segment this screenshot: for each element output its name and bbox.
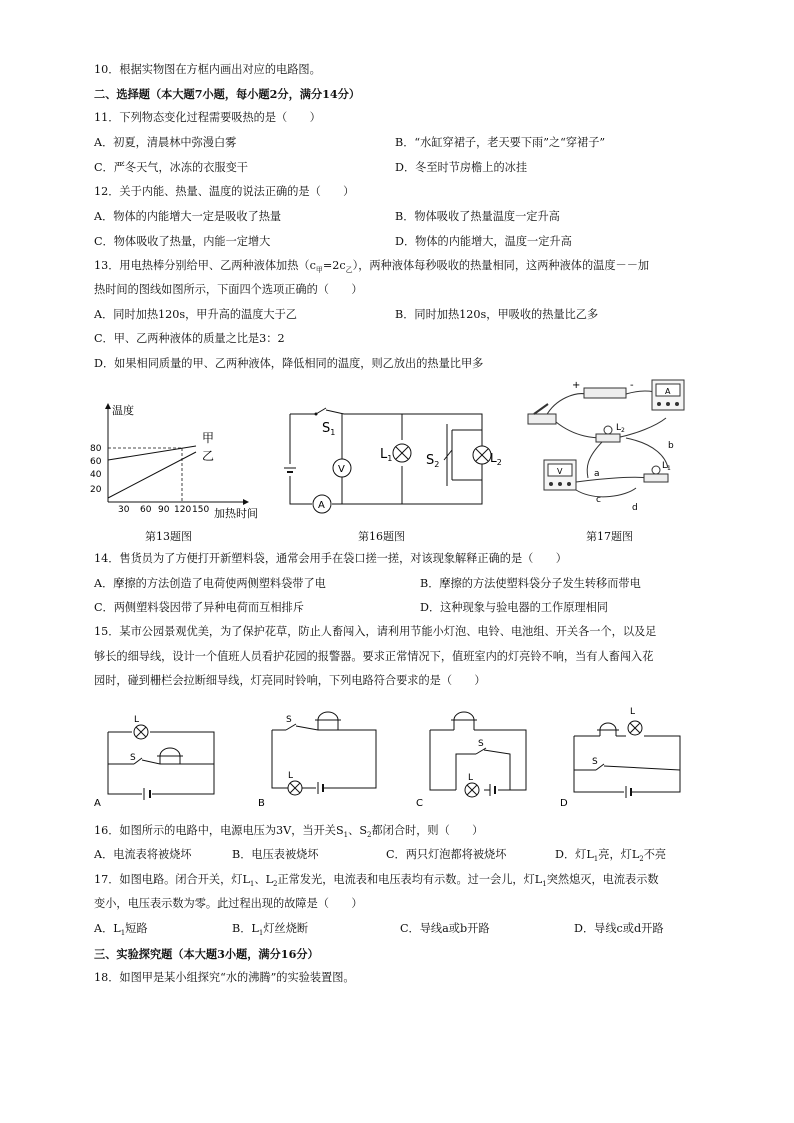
q17-option-c: C．导线a或b开路 [400, 922, 490, 935]
q16-option-c: C．两只灯泡都将被烧坏 [386, 848, 507, 861]
caption-fig16: 第16题图 [358, 530, 405, 543]
y-tick-80: 80 [90, 444, 102, 454]
q11-option-c: C．严冬天气，冰冻的衣服变干 [94, 161, 248, 174]
option-label-a: A [94, 798, 101, 809]
voltmeter-label: V [338, 464, 345, 475]
battery-box [572, 380, 634, 398]
q13-stem-line2: 热时间的图线如图所示，下面四个选项正确的（ ） [94, 283, 363, 296]
label-s2: $S_2$ [426, 453, 440, 469]
x-ticks [118, 505, 209, 515]
lamp-label: L [288, 771, 294, 781]
y-tick-40: 40 [90, 470, 102, 480]
label-jia: 甲 [202, 431, 215, 445]
y-ticks [90, 444, 102, 495]
switch-label: S [130, 753, 136, 763]
option-label-c: C [416, 798, 423, 809]
q17-option-a: A．$L_1$短路 [94, 922, 148, 938]
battery-plus: + [572, 380, 581, 391]
graph-x-label: 加热时间 [214, 507, 258, 520]
q11-stem: 11．下列物态变化过程需要吸热的是（ ） [94, 111, 321, 124]
lamp-label: L [468, 773, 474, 783]
wire-c-label: c [596, 495, 601, 505]
q17-option-b: B．$L_1$灯丝烧断 [232, 922, 309, 938]
line-jia [108, 446, 196, 460]
q14-option-a: A．摩擦的方法创造了电荷使两侧塑料袋带了电 [94, 577, 326, 590]
q16-option-d: D．灯$L_1$亮，灯$L_2$不亮 [555, 848, 667, 864]
fig17-physical-circuit [516, 378, 706, 518]
lamp-l1-holder [644, 461, 671, 482]
q15-stem-line2: 够长的细导线，设计一个值班人员看护花园的报警器。要求正常情况下，值班室内的灯亮铃不响，当有人畜闯入花 [94, 650, 654, 663]
label-l2: $L_2$ [616, 423, 625, 434]
ammeter-face-label: A [665, 387, 671, 396]
q12-option-a: A．物体的内能增大一定是吸收了热量 [94, 210, 282, 223]
q15-circuit-c [416, 708, 546, 808]
caption-fig17: 第17题图 [586, 530, 633, 543]
x-tick-30: 30 [118, 505, 130, 515]
q15-circuit-a [94, 708, 224, 808]
wire-b-label: b [668, 441, 674, 451]
q11-option-b: B．“水缸穿裙子，老天要下雨”之“穿裙子” [395, 136, 606, 149]
voltmeter-box [544, 460, 576, 490]
line-yi [108, 452, 196, 498]
x-tick-120: 120 [174, 505, 192, 515]
fig16-circuit [282, 404, 502, 522]
switch-label: S [592, 757, 598, 767]
q16-option-b: B．电压表被烧坏 [232, 848, 319, 861]
q15-stem-line3: 园时，碰到栅栏会拉断细导线，灯亮同时铃响，下列电路符合要求的是（ ） [94, 674, 486, 687]
q14-option-c: C．两侧塑料袋因带了异种电荷而互相排斥 [94, 601, 304, 614]
option-label-b: B [258, 798, 265, 809]
switch-label: S [286, 715, 292, 725]
q14-option-d: D．这种现象与验电器的工作原理相同 [420, 601, 608, 614]
lamp-label: L [134, 715, 140, 725]
option-label-d: D [560, 798, 568, 809]
q17-stem-line2: 变小，电压表示数为零。此过程出现的故障是（ ） [94, 897, 363, 910]
x-tick-150: 150 [192, 505, 210, 515]
graph-y-label: 温度 [112, 404, 134, 417]
q15-circuit-d [560, 700, 690, 808]
q12-option-c: C．物体吸收了热量，内能一定增大 [94, 235, 271, 248]
label-l1: $L_1$ [380, 447, 393, 463]
label-l1: $L_1$ [662, 461, 671, 472]
q13-option-a: A．同时加热120s，甲升高的温度大于乙 [94, 308, 297, 321]
switch-label: S [478, 739, 484, 749]
y-tick-20: 20 [90, 485, 102, 495]
q11-option-a: A．初夏，清晨林中弥漫白雾 [94, 136, 237, 149]
lamp-l2 [473, 446, 491, 464]
wire-d-label: d [632, 503, 638, 513]
ammeter-label: A [318, 500, 325, 511]
q11-option-d: D．冬至时节房檐上的冰挂 [395, 161, 528, 174]
q18-text: 18．如图甲是某小组探究“水的沸腾”的实验装置图。 [94, 971, 355, 984]
q17-option-d: D．导线c或d开路 [574, 922, 664, 935]
ammeter-box [652, 380, 684, 410]
lamp-l2-holder [596, 423, 625, 442]
q13-graph [88, 398, 278, 520]
q13-option-c: C．甲、乙两种液体的质量之比是3：2 [94, 332, 285, 345]
x-tick-90: 90 [158, 505, 170, 515]
section-2-heading: 二、选择题（本大题7小题，每小题2分，满分14分） [94, 87, 361, 101]
label-l2: $L_2$ [490, 451, 502, 467]
lamp-label: L [630, 707, 636, 717]
label-yi: 乙 [202, 449, 215, 463]
voltmeter-face-label: V [557, 467, 563, 476]
section-3-heading: 三、实验探究题（本大题3小题，满分16分） [94, 947, 319, 961]
switch-s1 [316, 408, 326, 414]
q16-option-a: A．电流表将被烧坏 [94, 848, 192, 861]
wire-a-label: a [594, 469, 600, 479]
q15-stem-line1: 15．某市公园景观优美，为了保护花草，防止人畜闯入，请利用节能小灯泡、电铃、电池组、开关各一个，以及足 [94, 625, 657, 638]
x-tick-60: 60 [140, 505, 152, 515]
y-tick-60: 60 [90, 457, 102, 467]
q15-circuit-b [258, 708, 388, 808]
q12-stem: 12．关于内能、热量、温度的说法正确的是（ ） [94, 185, 355, 198]
q13-stem-line1: 13．用电热棒分别给甲、乙两种液体加热$(c_甲=2c_乙)$，两种液体每秒吸收的热量相同，这两种液体的温度－－加 [94, 259, 650, 275]
q17-stem-line1: 17．如图电路。闭合开关，灯$L_1$、$L_2$正常发光，电流表和电压表均有示数。过一会儿，灯$L_1$突然熄灭，电流表示数 [94, 873, 659, 889]
switch-s2 [444, 450, 452, 460]
q13-option-d: D．如果相同质量的甲、乙两种液体，降低相同的温度，则乙放出的热量比甲多 [94, 357, 484, 370]
switch-box [528, 404, 556, 424]
q13-option-b: B．同时加热120s，甲吸收的热量比乙多 [395, 308, 599, 321]
battery-minus: - [630, 380, 634, 391]
lamp-l1 [393, 444, 411, 462]
q14-option-b: B．摩擦的方法使塑料袋分子发生转移而带电 [420, 577, 641, 590]
q16-stem: 16．如图所示的电路中，电源电压为3V，当开关$S_1$、$S_2$都闭合时，则（ ） [94, 824, 484, 840]
q10-text: 10．根据实物图在方框内画出对应的电路图。 [94, 63, 321, 76]
q12-option-d: D．物体的内能增大，温度一定升高 [395, 235, 572, 248]
q14-stem: 14．售货员为了方便打开新塑料袋，通常会用手在袋口搓一搓，对该现象解释正确的是（ ） [94, 552, 567, 565]
caption-fig13: 第13题图 [145, 530, 192, 543]
label-s1: $S_1$ [322, 421, 336, 437]
q12-option-b: B．物体吸收了热量温度一定升高 [395, 210, 560, 223]
